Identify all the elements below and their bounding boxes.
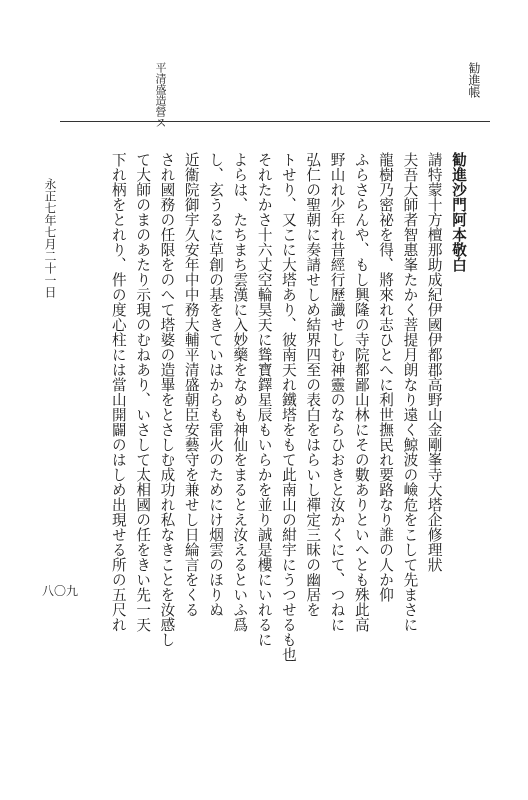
body-line: トせり、又こに大塔あり、彼南天れ鐵塔をもて此南山の紺宇にうつせるも也	[279, 152, 297, 662]
body-line: 龍樹乃密祕を得、將來れ志ひとへに利世撫民れ要路なり誰の人か仰	[377, 152, 395, 602]
marginal-note: 平清盛造營ス	[154, 62, 167, 128]
body-line: 下れ柄をとれり、件の度心柱には當山開闢のはしめ出現せる所の五尺れ	[109, 152, 127, 632]
document-title: 勧進沙門阿本敬白	[450, 152, 467, 272]
body-line: よらは、たちまち雲漢に入妙藥をなめも神仙をまるとえ汝えるといふ爲	[231, 152, 249, 632]
body-line: 請特蒙十方檀那助成紀伊國伊都郡高野山金剛峯寺大塔企修理狀	[425, 152, 443, 572]
body-line: それたかさ十六丈空輪昊天に聳寶鐸星辰もいらかを並り誠是樓にいれるに	[255, 152, 273, 647]
page-number: 八〇九	[42, 584, 79, 598]
body-line: て大師のまのあたり示現のむねあり、いさして太相國の任をきい先一天	[134, 152, 152, 632]
body-line: 夫吾大師者智惠峯たかく菩提月朗なり遠く鯨波の嶮危をこして先まさに	[401, 152, 419, 632]
date-line: 永正七年七月二十一日	[43, 178, 57, 298]
body-line: 野山れ少年れ昔經行歷讖せしむ神靈のならひおきと汝かくにて、つねに	[328, 152, 346, 632]
running-head: 勧進帳	[467, 62, 481, 98]
body-line: 近衞院御宇久安年中中務大輔平清盛朝臣安藝守を兼せし日綸言をくる	[182, 152, 200, 617]
body-line: ふらさらんや、もし興隆の寺院都鄙山林にその數ありといへとも殊此高	[352, 152, 370, 632]
header-rule	[60, 121, 490, 122]
document-body	[50, 152, 470, 712]
body-line: 弘仁の聖朝に奏請せしめ結界四至の表白をはらいし禪定三昧の幽居を	[304, 152, 322, 617]
body-line: し、玄うるに草創の基をきていはからも雷火のためにけ烟雲のほりぬ	[207, 152, 225, 617]
body-line: され國務の任限をのへて塔婆の造畢をとさしむ成功れ私なきことを汝感し	[158, 152, 176, 647]
